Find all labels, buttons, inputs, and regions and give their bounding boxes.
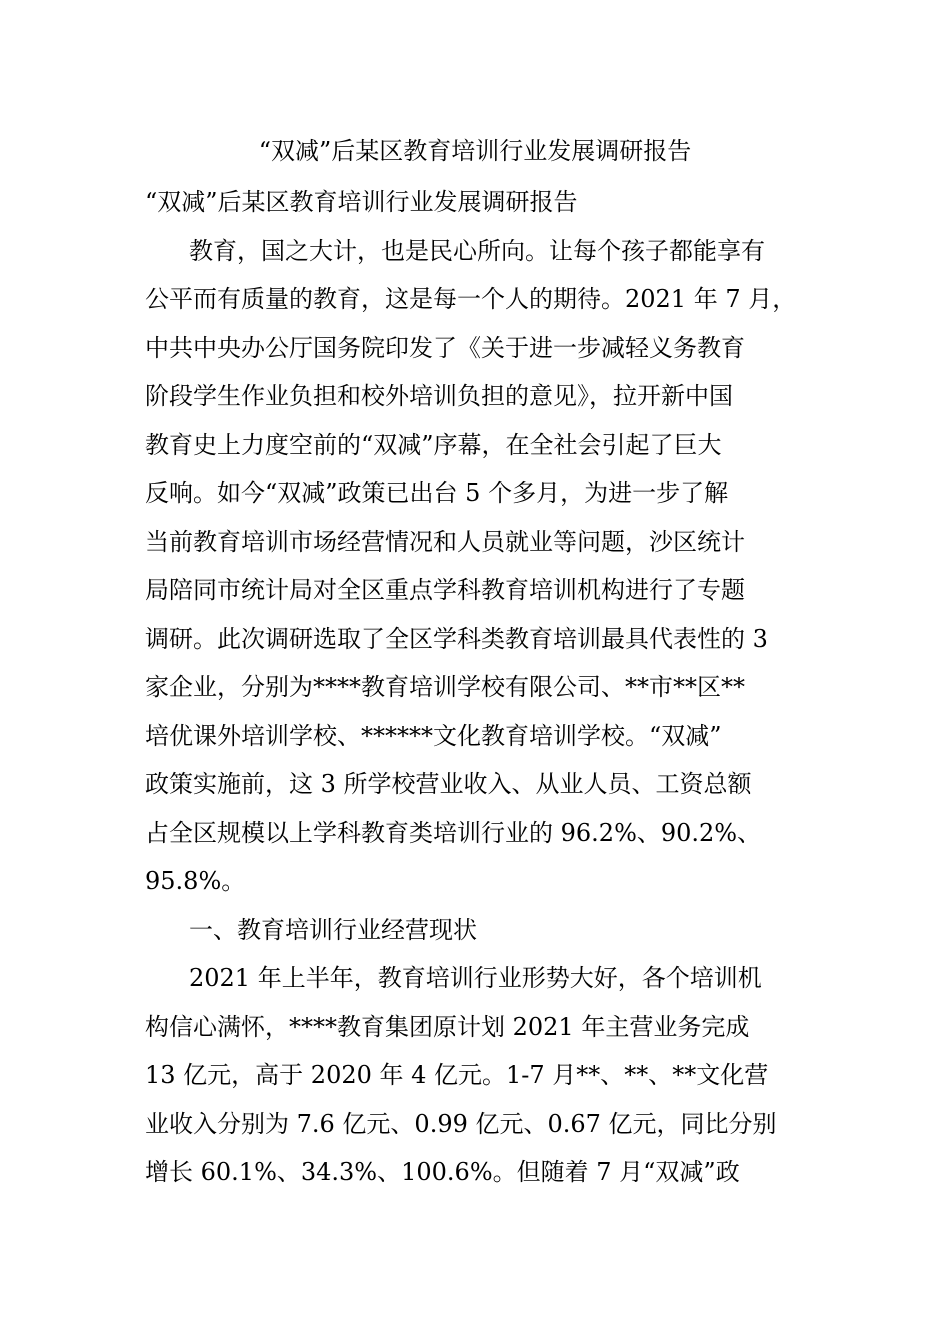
paragraph-line: 反响。如今“双减”政策已出台 5 个多月，为进一步了解 — [145, 479, 729, 507]
paragraph-status — [145, 954, 825, 1197]
paragraph-line: 政策实施前，这 3 所学校营业收入、从业人员、工资总额 — [145, 770, 752, 798]
section-heading: 一、教育培训行业经营现状 — [189, 915, 477, 944]
paragraph-line: 局陪同市统计局对全区重点学科教育培训机构进行了专题 — [145, 576, 745, 604]
paragraph-line: 当前教育培训市场经营情况和人员就业等问题，沙区统计 — [145, 527, 745, 556]
paragraph-line: 占全区规模以上学科教育类培训行业的 96.2%、90.2%、 — [145, 818, 762, 847]
paragraph-line: 构信心满怀，****教育集团原计划 2021 年主营业务完成 — [145, 1012, 750, 1041]
paragraph-line: 调研。此次调研选取了全区学科类教育培训最具代表性的 3 — [145, 624, 768, 653]
document-subtitle: “双减”后某区教育培训行业发展调研报告 — [145, 188, 578, 216]
paragraph-line: 95.8%。 — [145, 867, 246, 895]
paragraph-line: 教育，国之大计，也是民心所向。让每个孩子都能享有 — [189, 236, 765, 265]
paragraph-line: 增长 60.1%、34.3%、100.6%。但随着 7 月“双减”政 — [145, 1158, 740, 1186]
paragraph-line: 业收入分别为 7.6 亿元、0.99 亿元、0.67 亿元，同比分别 — [145, 1109, 777, 1138]
paragraph-line: 教育史上力度空前的“双减”序幕，在全社会引起了巨大 — [145, 430, 722, 459]
paragraph-line: 2021 年上半年，教育培训行业形势大好，各个培训机 — [189, 964, 762, 992]
paragraph-line: 公平而有质量的教育，这是每一个人的期待。2021 年 7 月， — [145, 285, 797, 313]
document-body — [145, 178, 825, 1197]
paragraph-intro — [145, 227, 825, 906]
paragraph-line: 13 亿元，高于 2020 年 4 亿元。1-7 月**、**、**文化营 — [145, 1061, 769, 1089]
paragraph-line: 中共中央办公厅国务院印发了《关于进一步减轻义务教育 — [145, 333, 745, 362]
paragraph-line: 阶段学生作业负担和校外培训负担的意见》，拉开新中国 — [145, 382, 733, 410]
document-title: “双减”后某区教育培训行业发展调研报告 — [258, 137, 692, 165]
paragraph-line: 家企业，分别为****教育培训学校有限公司、**市**区** — [145, 673, 745, 701]
paragraph-line: 培优课外培训学校、******文化教育培训学校。“双减” — [145, 721, 722, 750]
